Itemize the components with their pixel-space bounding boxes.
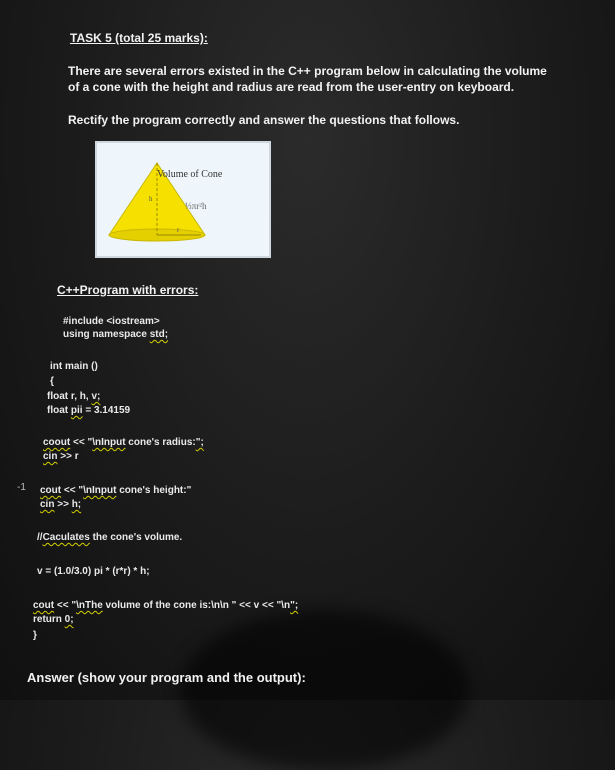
margin-mark: -1 <box>17 482 26 493</box>
answer-label: Answer (show your program and the output): <box>27 670 306 685</box>
r-label: r <box>177 226 180 234</box>
code-pi-decl: float pii = 3.14159 <box>47 405 131 416</box>
code-main: int main () <box>50 361 98 372</box>
task-title: TASK 5 (total 25 marks): <box>70 31 208 45</box>
code-cout-height: cout << "\nInput cone's height:" <box>40 485 192 496</box>
code-comment: //Caculates the cone's volume. <box>37 532 183 543</box>
intro-line-1: There are several errors existed in the C++ program below in calculating the volume <box>68 64 547 78</box>
error-v: v; <box>91 391 101 402</box>
h-label: h <box>149 195 153 203</box>
intro-line-2: of a cone with the height and radius are read from the user-entry on keyboard. <box>68 80 515 94</box>
code-cin-height: cin >> h; <box>40 499 82 510</box>
code-formula: v = (1.0/3.0) pi * (r*r) * h; <box>37 566 150 577</box>
code-include: #include <iostream> <box>63 316 160 327</box>
code-float-decl: float r, h, v; <box>47 391 101 402</box>
volume-formula: ⅓πr²h <box>185 201 207 211</box>
code-brace-close: } <box>33 630 37 641</box>
error-pii: pii <box>70 405 83 416</box>
code-brace-open: { <box>50 376 54 387</box>
cone-figure <box>95 141 271 258</box>
code-cout-radius: coout << "\nInput cone's radius:"; <box>43 437 204 448</box>
cone-illustration <box>97 143 269 256</box>
error-std: std; <box>149 329 169 340</box>
code-cin-radius: cin >> r <box>43 451 79 462</box>
hand-shadow <box>180 610 470 770</box>
code-using: using namespace std; <box>63 329 169 340</box>
figure-title: Volume of Cone <box>157 169 223 180</box>
program-heading: C++Program with errors: <box>57 283 199 297</box>
instruction-text: Rectify the program correctly and answer the questions that follows. <box>68 113 460 127</box>
code-return: return 0; <box>33 614 74 625</box>
code-cout-volume: cout << "\nThe volume of the cone is:\n\n " << v << "\n"; <box>33 600 299 611</box>
